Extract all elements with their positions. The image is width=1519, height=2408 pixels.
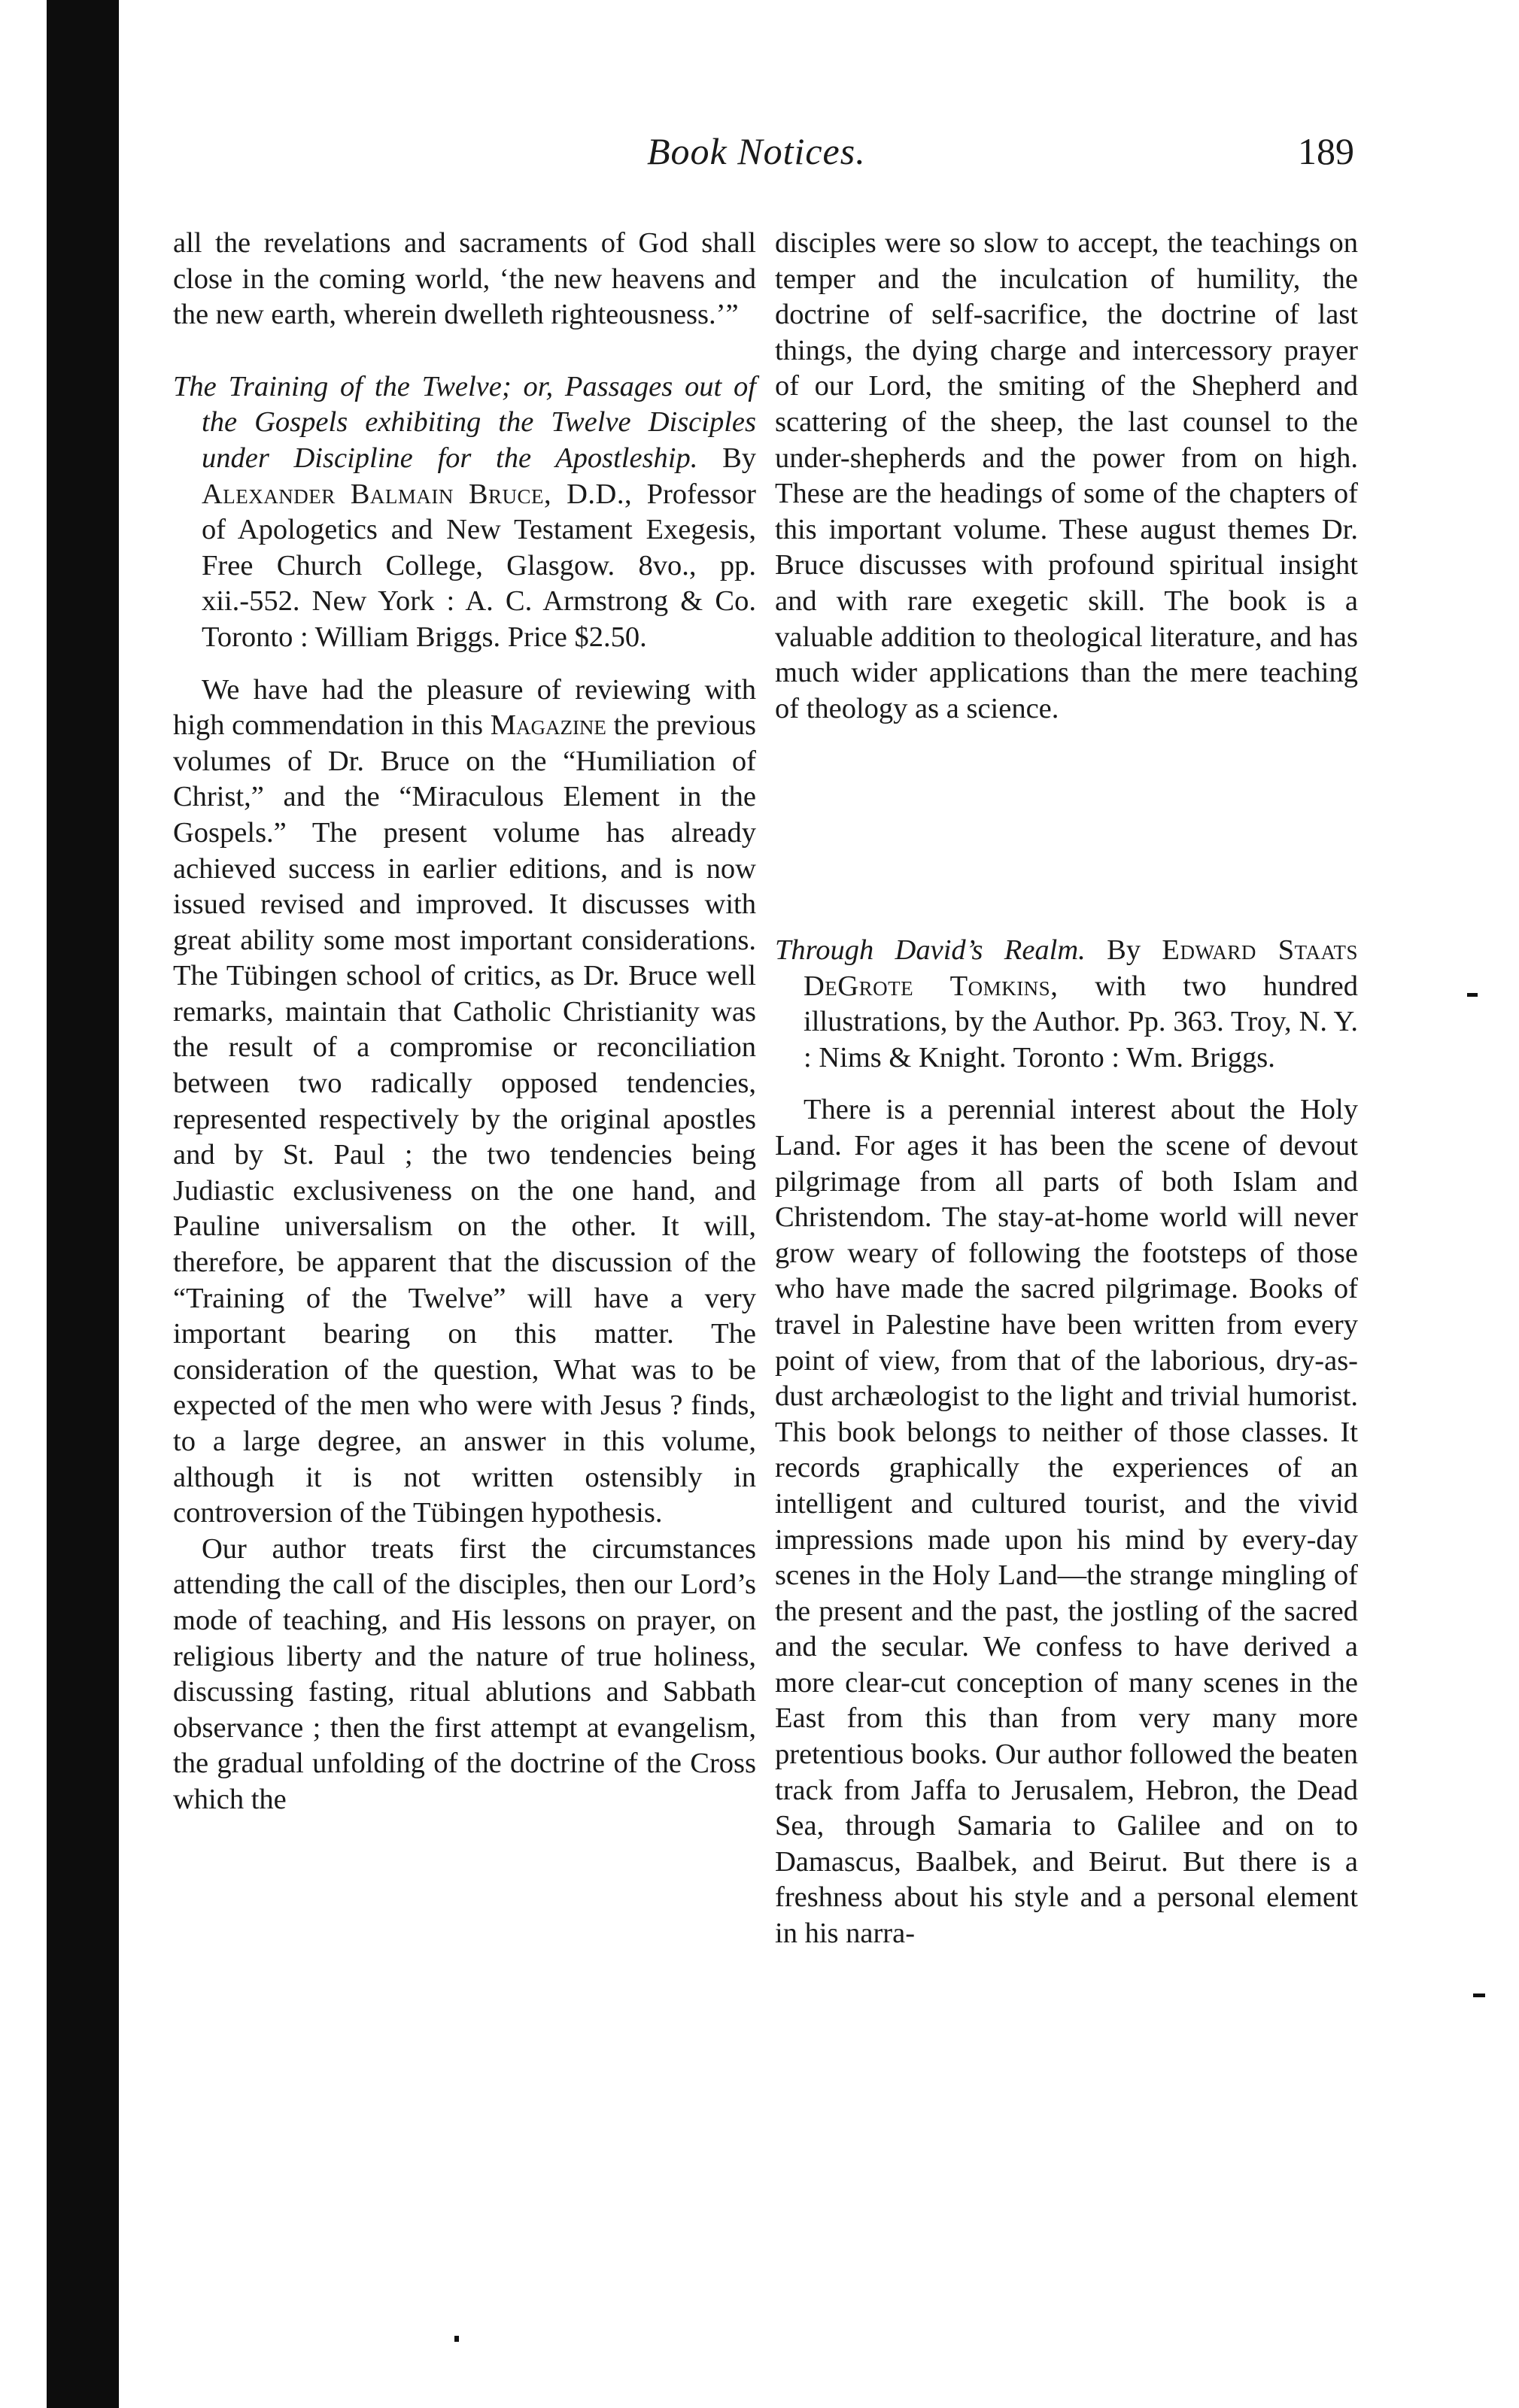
right-column-lower (775, 933, 1358, 1952)
by-label: By (722, 442, 756, 474)
book-author: Alexander Balmain Bruce, D.D., (202, 478, 633, 510)
review-heading-training-of-the-twelve (173, 369, 756, 656)
left-column (173, 226, 756, 1818)
book-details: with two hundred illustrations, by the Author. Pp. 363. Troy, N. Y. : Nims & Knight. Toronto : Wm. Briggs. (804, 970, 1359, 1073)
review-heading-through-davids-realm (775, 933, 1358, 1076)
margin-mark (1473, 1994, 1485, 1997)
by-label: By (1107, 934, 1141, 966)
margin-mark (454, 2336, 459, 2342)
quote-continuation: all the revelations and sacraments of God shall close in the coming world, ‘the new heavens and the new earth, wherein dwelleth righteousness.’” (173, 227, 756, 331)
review-paragraph-continuation: disciples were so slow to accept, the teachings on temper and the inculcation of humility, the doctrine of self-sacrifice, the doctrine of last things, the dying charge and intercessory prayer of our Lord, the smiting of the Shepherd and scattering of the sheep, the last counsel to the under-shepherds and the power from on high. These are the headings of some of the chapters of this important volume. These august themes Dr. Bruce discusses with profound spiritual insight and with rare exegetic skill. The book is a valuable addition to theological literature, and has much wider applications than the mere teaching of theology as a science. (775, 227, 1358, 724)
page-header (173, 129, 1354, 190)
review-text: the previous volumes of Dr. Bruce on the “Humiliation of Christ,” and the “Miraculous Element in the Gospels.” The present volume has already achieved success in earlier editions, and is now issued revised and improved. It discusses with great ability some most important considerations. The Tübingen school of critics, as Dr. Bruce well remarks, maintain that Catholic Christianity was the result of a compromise or reconciliation between two radically opposed tendencies, represented respectively by the original apostles and by St. Paul ; the two tendencies being Judiastic exclusiveness on the one hand, and Pauline universalism on the other. It will, therefore, be apparent that the discussion of the “Training of the Twelve” will have a very important bearing on this matter. The consideration of the question, What was to be expected of the men who were with Jesus ? finds, to a large degree, an answer in this volume, although it is not written ostensibly in controversion of the Tübingen hypothesis. (173, 709, 757, 1529)
book-author: Edward Staats DeGrote Tomkins, (804, 934, 1359, 1002)
page-number: 189 (1298, 130, 1354, 172)
right-column-upper (775, 226, 1358, 727)
page-binding-edge (47, 0, 119, 2408)
book-title: The Training of the Twelve; or, Passages out of the Gospels exhibiting the Twelve Disciples under Discipline for the Apostleship. (173, 370, 756, 474)
review-paragraph (173, 673, 756, 1532)
review-paragraph: There is a perennial interest about the Holy Land. For ages it has been the scene of devout pilgrimage from all parts of both Islam and Christendom. The stay-at-home world will never grow weary of following the footsteps of those who have made the sacred pilgrimage. Books of travel in Palestine have been written from every point of view, from that of the laborious, dry-as-dust archæologist to the light and trivial humorist. This book belongs to neither of those classes. It records graphically the experiences of an intelligent and cultured tourist, and the vivid impressions made upon his mind by every-day scenes in the Holy Land—the strange mingling of the present and the past, the jostling of the sacred and the secular. We confess to have derived a more clear-cut conception of many scenes in the East from this than from very many more pretentious books. Our author followed the beaten track from Jaffa to Jerusalem, Hebron, the Dead Sea, through Samaria to Galilee and on to Damascus, Baalbek, and Beirut. But there is a freshness about his style and a personal element in his narra- (775, 1094, 1358, 1950)
running-title: Book Notices. (647, 130, 866, 172)
review-paragraph: Our author treats first the circumstances attending the call of the disciples, then our Lord’s mode of teaching, and His lessons on prayer, on religious liberty and the nature of true holiness, discussing fasting, ritual ablutions and Sabbath observance ; then the first attempt at evangelism, the gradual unfolding of the doctrine of the Cross which the (173, 1532, 756, 1815)
margin-mark (1467, 993, 1478, 997)
book-title: Through David’s Realm. (775, 934, 1086, 966)
magazine-name: Magazine (490, 709, 606, 742)
book-details: Professor of Apologetics and New Testament Exegesis, Free Church College, Glasgow. 8vo., pp. xii.-552. New York : A. C. Armstrong & Co. Toronto : William Briggs. Price $2.50. (202, 478, 756, 653)
review-text: We have had the pleasure of reviewing with high commendation in this (173, 673, 756, 742)
